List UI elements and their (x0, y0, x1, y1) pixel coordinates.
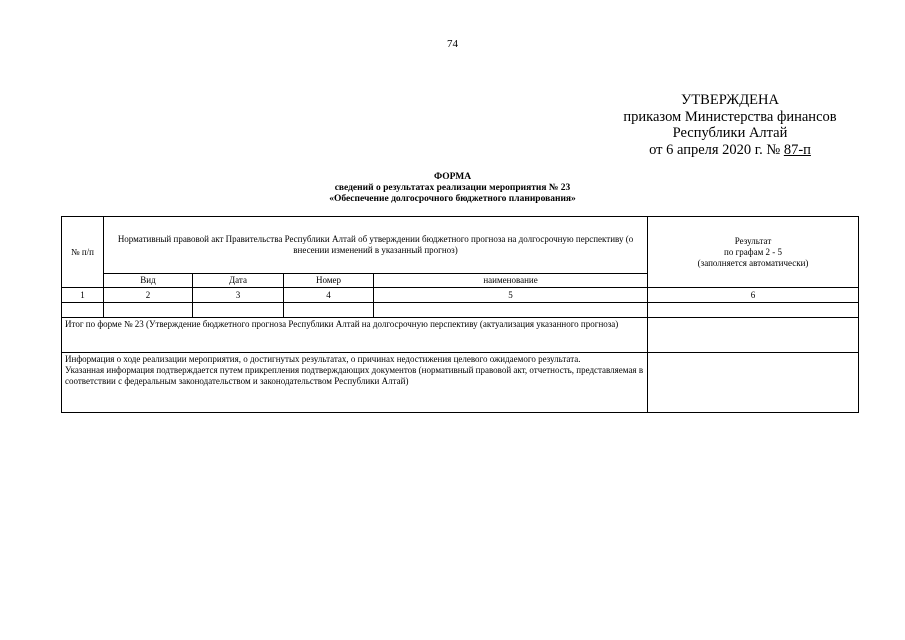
form-title (0, 172, 905, 205)
info-label (62, 353, 648, 413)
form-title-heading: ФОРМА (433, 172, 472, 182)
header-col-act: Нормативный правовой акт Правительства Республики Алтай об утверждении бюджетного прогноза на долгосрочную перспективу (о внесении изменений в указанный прогноз) (104, 217, 648, 274)
table-index-row (62, 288, 859, 303)
table-header-row (62, 217, 859, 274)
header-col-result (648, 217, 859, 288)
data-cell-name[interactable] (374, 303, 648, 318)
data-cell-type[interactable] (104, 303, 193, 318)
approval-stamp (600, 92, 860, 158)
header-result-title: Результат (734, 235, 772, 246)
approval-order-number: 87-п (783, 141, 811, 158)
index-cell: 3 (193, 288, 284, 303)
form-title-subject: сведений о результатах реализации мероприятия № 23 (334, 183, 571, 193)
page-number: 74 (447, 38, 458, 50)
total-value[interactable] (648, 318, 859, 353)
subheader-type: Вид (104, 274, 193, 288)
approval-order-line: приказом Министерства финансов (623, 108, 837, 125)
index-cell: 5 (374, 288, 648, 303)
index-cell: 4 (284, 288, 374, 303)
index-cell: 1 (62, 288, 104, 303)
approval-title: УТВЕРЖДЕНА (681, 92, 779, 108)
approval-region-line: Республики Алтай (672, 125, 788, 141)
header-col-num: № п/п (62, 217, 104, 288)
data-cell-result[interactable] (648, 303, 859, 318)
data-cell-number[interactable] (284, 303, 374, 318)
info-value[interactable] (648, 353, 859, 413)
info-description: Информация о ходе реализации мероприятия, о достигнутых результатах, о причинах недостижения целевого ожидаемого результата. (65, 354, 581, 364)
index-cell: 2 (104, 288, 193, 303)
subheader-number: Номер (284, 274, 374, 288)
table-data-row (62, 303, 859, 318)
subheader-date: Дата (193, 274, 284, 288)
total-label: Итог по форме № 23 (Утверждение бюджетного прогноза Республики Алтай на долгосрочную перспективу (актуализация указанного прогноза) (62, 318, 648, 353)
header-result-note: (заполняется автоматически) (697, 257, 809, 268)
approval-date: от 6 апреля 2020 г. № (649, 141, 784, 158)
data-cell-date[interactable] (193, 303, 284, 318)
report-form-table (61, 216, 859, 413)
header-result-columns: по графам 2 - 5 (724, 246, 783, 257)
form-title-activity: «Обеспечение долгосрочного бюджетного планирования» (329, 194, 576, 204)
index-cell: 6 (648, 288, 859, 303)
table-info-row (62, 353, 859, 413)
subheader-name: наименование (374, 274, 648, 288)
data-cell-num[interactable] (62, 303, 104, 318)
info-attachment-note: Указанная информация подтверждается путем прикрепления подтверждающих документов (нормативный правовой акт, отчетность, представляемая в соответствии с федеральным законодательством и законодательством Республики Алтай) (65, 365, 644, 386)
table-total-row (62, 318, 859, 353)
approval-date-line (600, 142, 860, 159)
